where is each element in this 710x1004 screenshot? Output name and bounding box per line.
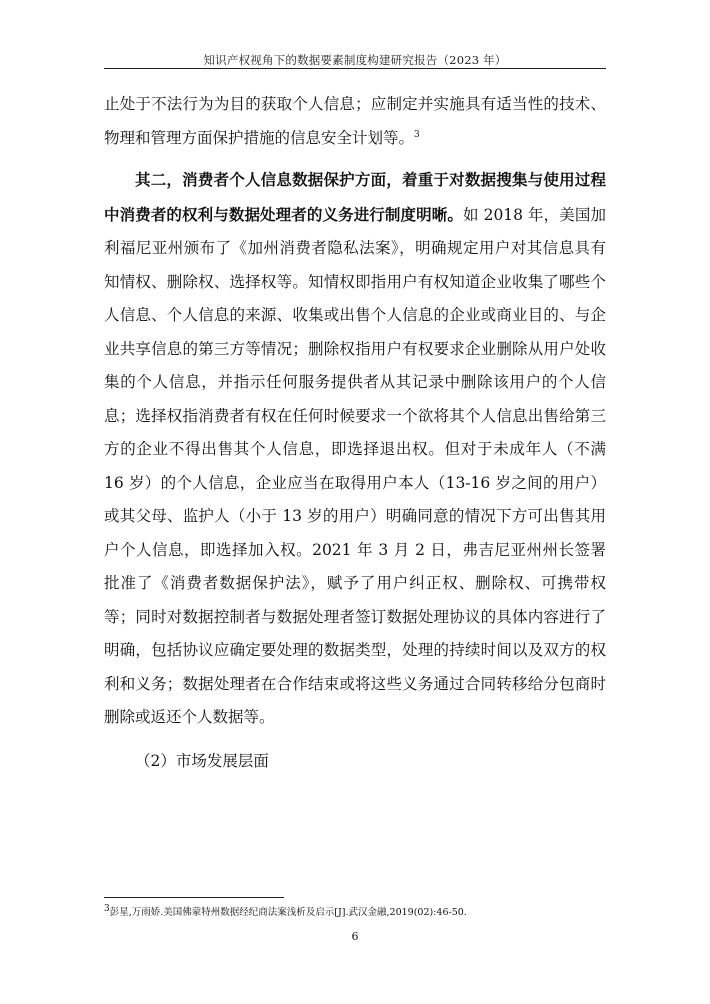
paragraph-2-text: 如 2018 年，美国加利福尼亚州颁布了《加州消费者隐私法案》，明确规定用户对其信息具有知情权、删除权、选择权等。知情权即指用户有权知道企业收集了哪些个人信息、个人信息的来源、收集或出售个人信息的企业或商业目的、与企业共享信息的第三方等情况；删除权指用户有权要求企业删除从用户处收集的个人信息，并指示任何服务提供者从其记录中删除该用户的个人信息；选择权指消费者有权在任何时候要求一个欲将其个人信息出售给第三方的企业不得出售其个人信息，即选择退出权。但对于未成年人（不满 16 岁）的个人信息，企业应当在取得用户本人（13-16 岁之间的用户）或其父母、监护人（小于 13 岁的用户）明确同意的情况下方可出售其用户个人信息，即选择加入权。2021 年 3 月 2 日，弗吉尼亚州州长签署批准了《消费者数据保护法》，赋予了用户纠正权、删除权、可携带权等；同时对数据控制者与数据处理者签订数据处理协议的具体内容进行了明确，包括协议应确定要处理的数据类型，处理的持续时间以及双方的权利和义务；数据处理者在合作结束或将这些义务通过合同转移给分包商时删除或返还个人数据等。 (104, 205, 606, 726)
header-divider (104, 68, 606, 69)
page-number: 6 (351, 930, 359, 943)
paragraph-1 (104, 88, 606, 155)
main-body (104, 88, 606, 778)
footnote-divider (104, 897, 284, 898)
running-header: 知识产权视角下的数据要素制度构建研究报告（2023 年） (203, 53, 507, 67)
footnote-ref[interactable]: 3 (414, 129, 420, 140)
paragraph-2-lead: 其二，消费者个人信息数据保护方面，着重于对数据搜集与使用过程中消费者的权利与数据处理者的义务进行制度明晰。 (104, 170, 606, 224)
paragraph-2 (104, 163, 606, 735)
footnote-number: 3 (104, 903, 110, 914)
footnote-text: 彭星,万雨娇.美国佛蒙特州数据经纪商法案浅析及启示[J].武汉金融,2019(02):46-50. (109, 907, 467, 918)
footnote (104, 903, 624, 920)
section-subheading: （2）市场发展层面 (135, 751, 269, 770)
paragraph-1-text: 止处于不法行为为目的获取个人信息；应制定并实施具有适当性的技术、物理和管理方面保护措施的信息安全计划等。 (104, 95, 606, 147)
